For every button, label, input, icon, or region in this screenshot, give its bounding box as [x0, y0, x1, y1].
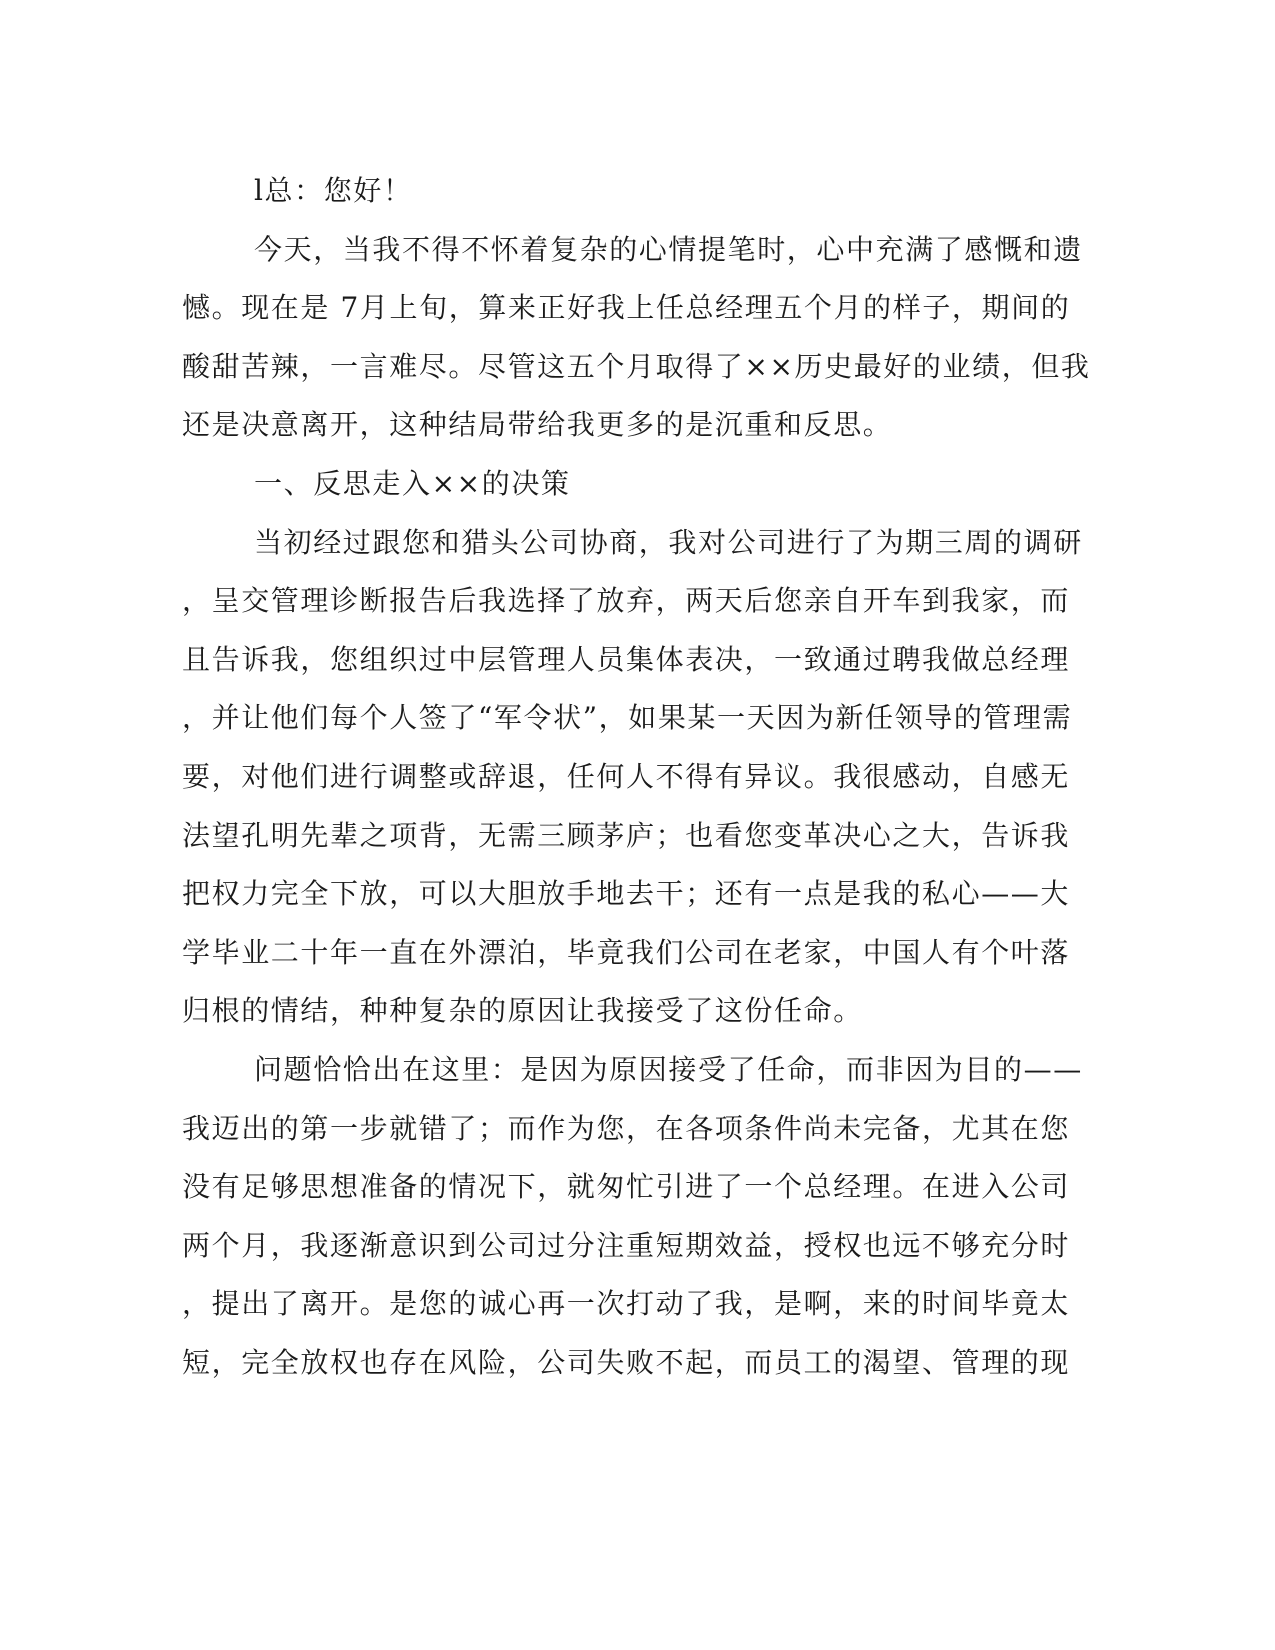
text-line: 法望孔明先辈之项背，无需三顾茅庐；也看您变革决心之大，告诉我 — [182, 818, 1071, 852]
text-line: 还是决意离开，这种结局带给我更多的是沉重和反思。 — [182, 408, 893, 442]
text-line: 学毕业二十年一直在外漂泊，毕竟我们公司在老家，中国人有个叶落 — [182, 935, 1071, 969]
text-line: 今天，当我不得不怀着复杂的心情提笔时，心中充满了感慨和遗 — [254, 232, 1083, 266]
text-line: 短，完全放权也存在风险，公司失败不起，而员工的渴望、管理的现 — [182, 1345, 1071, 1379]
text-line: ，呈交管理诊断报告后我选择了放弃，两天后您亲自开车到我家，而 — [182, 584, 1071, 618]
text-line: 问题恰恰出在这里：是因为原因接受了任命，而非因为目的—— — [254, 1052, 1083, 1086]
text-line: 要，对他们进行调整或辞退，任何人不得有异议。我很感动，自感无 — [182, 759, 1071, 793]
text-line: 我迈出的第一步就错了；而作为您，在各项条件尚未完备，尤其在您 — [182, 1111, 1071, 1145]
text-line: ，并让他们每个人签了“军令状”，如果某一天因为新任领导的管理需 — [182, 701, 1073, 735]
section-heading: 一、反思走入××的决策 — [254, 466, 571, 500]
text-line: ，提出了离开。是您的诚心再一次打动了我，是啊，来的时间毕竟太 — [182, 1287, 1071, 1321]
salutation-line: l总：您好！ — [254, 174, 413, 207]
letter-body — [182, 162, 1091, 1392]
text-line: 酸甜苦辣，一言难尽。尽管这五个月取得了××历史最好的业绩，但我 — [182, 349, 1091, 383]
text-line: 没有足够思想准备的情况下，就匆忙引进了一个总经理。在进入公司 — [182, 1170, 1071, 1204]
text-line: 把权力完全下放，可以大胆放手地去干；还有一点是我的私心——大 — [182, 877, 1071, 911]
text-line: 且告诉我，您组织过中层管理人员集体表决，一致通过聘我做总经理 — [182, 642, 1071, 676]
text-line: 归根的情结，种种复杂的原因让我接受了这份任命。 — [182, 994, 863, 1028]
text-line: 憾。现在是 7月上旬，算来正好我上任总经理五个月的样子，期间的 — [182, 291, 1071, 325]
text-line: 当初经过跟您和猎头公司协商，我对公司进行了为期三周的调研 — [254, 525, 1083, 559]
text-line: 两个月，我逐渐意识到公司过分注重短期效益，授权也远不够充分时 — [182, 1228, 1071, 1262]
